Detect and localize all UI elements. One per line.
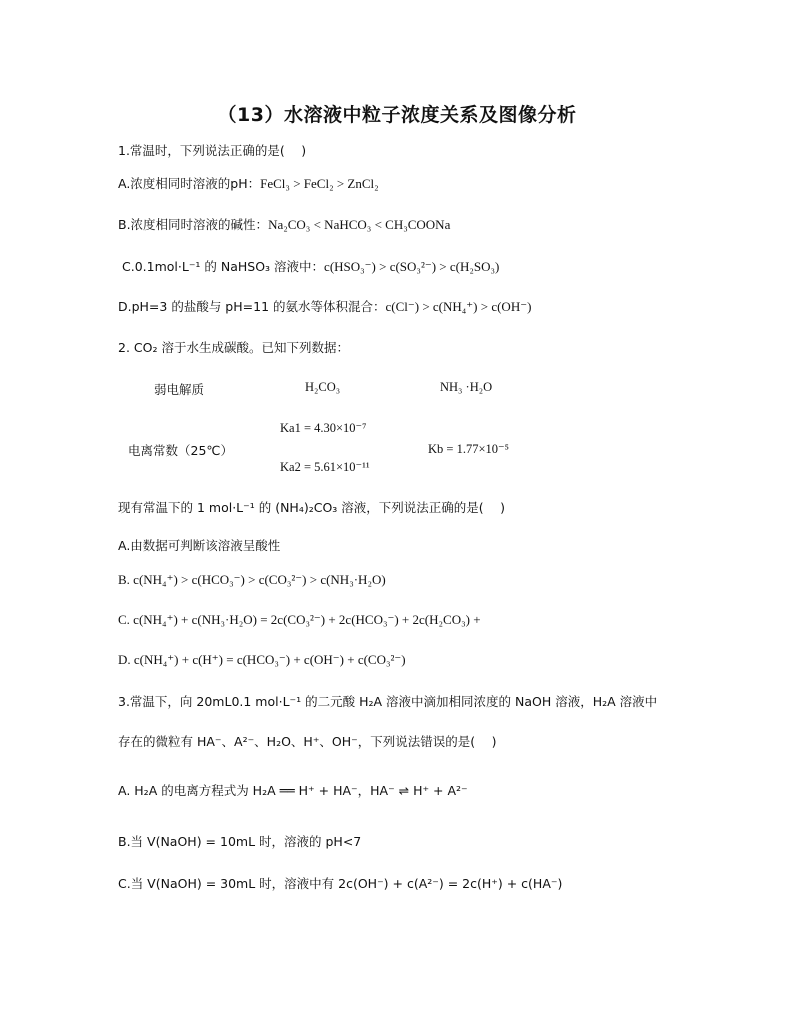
q3-option-b: B.当 V(NaOH) = 10mL 时，溶液的 pH<7	[118, 834, 362, 849]
q1-option-b-text: B.浓度相同时溶液的碱性：	[118, 217, 269, 232]
table-ka1: Ka1 = 4.30×10⁻⁷	[280, 421, 367, 435]
q1-option-b	[118, 216, 450, 234]
question-3-stem-1: 3.常温下，向 20mL0.1 mol·L⁻¹ 的二元酸 H₂A 溶液中滴加相同浓度的 NaOH 溶液，H₂A 溶液中	[118, 694, 658, 709]
q2-option-b: B. c(NH₄⁺) > c(HCO₃⁻) > c(CO₃²⁻) > c(NH₃·H₂O)	[118, 572, 386, 587]
table-header-nh3h2o: NH₃ ·H₂O	[440, 380, 493, 394]
question-3-stem-2: 存在的微粒有 HA⁻、A²⁻、H₂O、H⁺、OH⁻，下列说法错误的是( )	[118, 734, 497, 749]
q2-option-d: D. c(NH₄⁺) + c(H⁺) = c(HCO₃⁻) + c(OH⁻) + c(CO₃²⁻)	[118, 652, 406, 667]
q1-option-a-formula: FeCl₃ > FeCl₂ > ZnCl₂	[260, 176, 379, 191]
q1-option-d	[118, 298, 531, 316]
question-2-stem-2: 现有常温下的 1 mol·L⁻¹ 的 (NH₄)₂CO₃ 溶液，下列说法正确的是( )	[118, 500, 505, 515]
table-row-label: 电离常数（25℃）	[128, 443, 233, 458]
q1-option-c	[122, 258, 499, 276]
q1-option-a	[118, 175, 379, 193]
q1-option-d-text: D.pH=3 的盐酸与 pH=11 的氨水等体积混合：	[118, 299, 386, 314]
q2-option-a: A.由数据可判断该溶液呈酸性	[118, 538, 281, 553]
q1-option-c-formula: c(HSO₃⁻) > c(SO₃²⁻) > c(H₂SO₃)	[324, 259, 500, 274]
q1-option-c-text: C.0.1mol·L⁻¹ 的 NaHSO₃ 溶液中：	[122, 259, 325, 274]
table-header-h2co3: H₂CO₃	[305, 380, 341, 394]
table-ka2: Ka2 = 5.61×10⁻¹¹	[280, 460, 370, 474]
question-1-stem: 1.常温时，下列说法正确的是( )	[118, 143, 307, 158]
q3-option-c: C.当 V(NaOH) = 30mL 时，溶液中有 2c(OH⁻) + c(A²⁻) = 2c(H⁺) + c(HA⁻)	[118, 876, 563, 891]
q2-option-c: C. c(NH₄⁺) + c(NH₃·H₂O) = 2c(CO₃²⁻) + 2c(HCO₃⁻) + 2c(H₂CO₃) +	[118, 612, 481, 627]
question-2-stem: 2. CO₂ 溶于水生成碳酸。已知下列数据：	[118, 340, 349, 355]
page-title: （13）水溶液中粒子浓度关系及图像分析	[217, 104, 577, 126]
table-kb: Kb = 1.77×10⁻⁵	[428, 442, 509, 456]
q1-option-a-text: A.浓度相同时溶液的pH：	[118, 176, 261, 191]
table-header-label: 弱电解质	[154, 382, 205, 397]
q1-option-d-formula: c(Cl⁻) > c(NH₄⁺) > c(OH⁻)	[385, 299, 532, 314]
q1-option-b-formula: Na₂CO₃ < NaHCO₃ < CH₃COONa	[268, 217, 451, 232]
q3-option-a: A. H₂A 的电离方程式为 H₂A ══ H⁺ + HA⁻，HA⁻ ⇌ H⁺ + A²⁻	[118, 783, 468, 798]
